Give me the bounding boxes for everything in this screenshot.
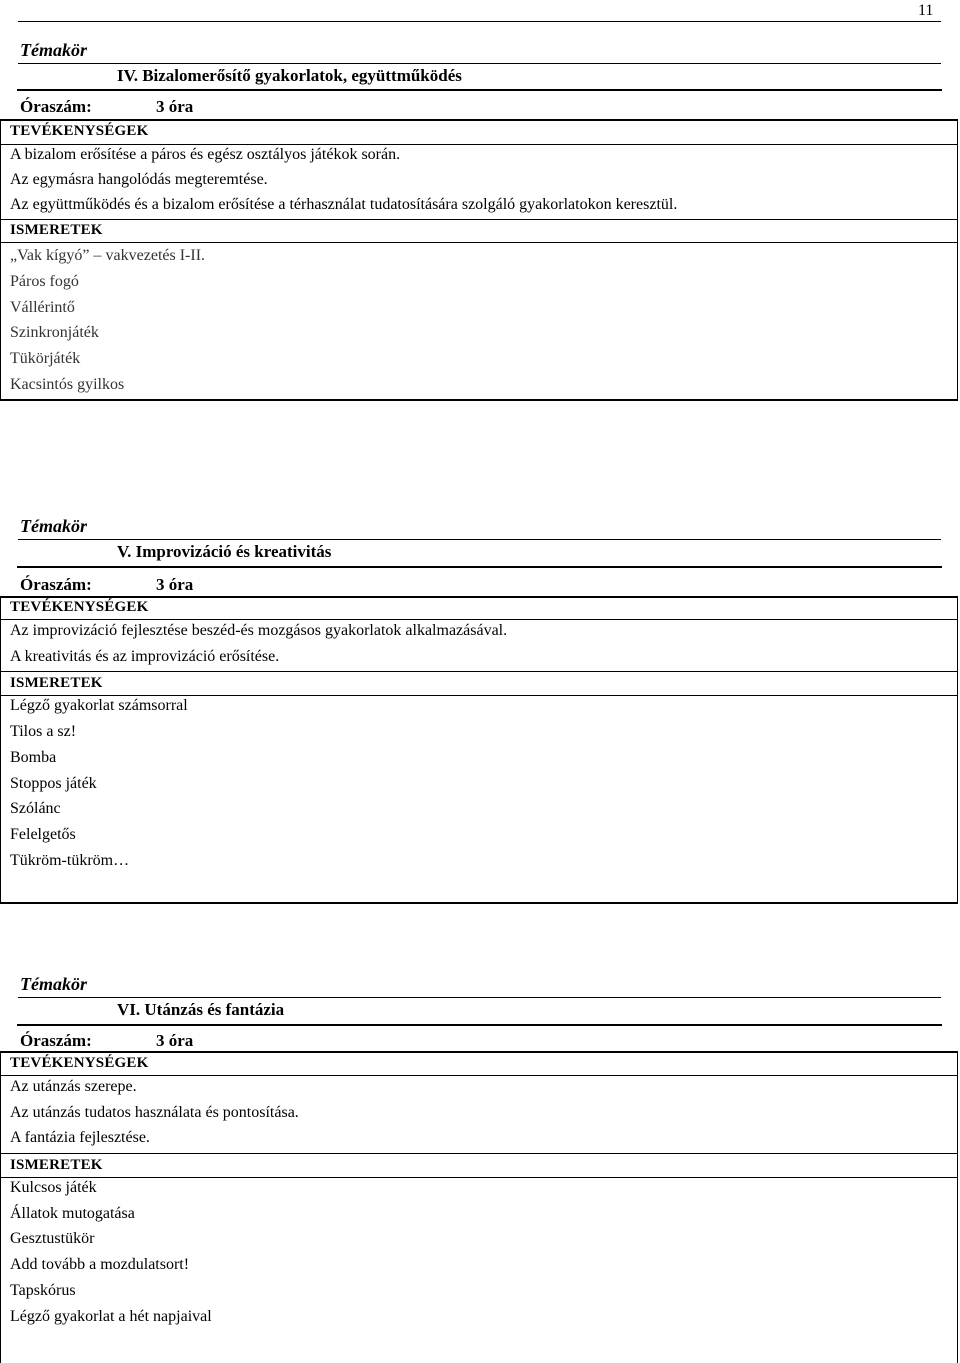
title-underline [17, 1024, 942, 1026]
activities-heading: TEVÉKENYSÉGEK [10, 1055, 149, 1071]
title-rule [18, 539, 941, 540]
knowledge-item: Páros fogó [10, 273, 79, 290]
knowledge-item: Kulcsos játék [10, 1179, 97, 1196]
hours-value: 3 óra [156, 1031, 194, 1050]
row-divider [1, 219, 957, 220]
activity-item: Az utánzás tudatos használata és pontosítása. [10, 1104, 299, 1121]
knowledge-item: Kacsintós gyilkos [10, 376, 125, 393]
header-rule [18, 21, 941, 22]
topic-label: Témakör [20, 40, 87, 60]
knowledge-item: Szólánc [10, 800, 61, 817]
activity-item: A kreativitás és az improvizáció erősítése. [10, 648, 280, 665]
hours-label: Óraszám: [20, 1031, 92, 1050]
hours-label: Óraszám: [20, 575, 92, 594]
activities-heading: TEVÉKENYSÉGEK [10, 123, 149, 139]
section-title: VI. Utánzás és fantázia [117, 1000, 285, 1019]
knowledge-item: Tükröm-tükröm… [10, 852, 130, 869]
activity-item: A fantázia fejlesztése. [10, 1129, 150, 1146]
section-box [0, 596, 958, 904]
page-number: 11 [918, 2, 934, 19]
knowledge-item: Felelgetős [10, 826, 76, 843]
row-divider [1, 1153, 957, 1154]
title-underline [17, 89, 942, 91]
knowledge-item: Vállérintő [10, 299, 75, 316]
knowledge-item: Tapskórus [10, 1282, 76, 1299]
hours-label: Óraszám: [20, 97, 92, 116]
knowledge-item: Szinkronjáték [10, 324, 99, 341]
knowledge-item: Add tovább a mozdulatsort! [10, 1256, 190, 1273]
knowledge-item: Tükörjáték [10, 350, 81, 367]
knowledge-item: Stoppos játék [10, 775, 97, 792]
knowledge-heading: ISMERETEK [10, 1157, 103, 1173]
knowledge-item: Légző gyakorlat a hét napjaival [10, 1308, 212, 1325]
title-underline [17, 566, 942, 568]
section-title: V. Improvizáció és kreativitás [117, 542, 332, 561]
knowledge-heading: ISMERETEK [10, 222, 103, 238]
activities-heading: TEVÉKENYSÉGEK [10, 599, 149, 615]
title-rule [18, 63, 941, 64]
row-divider [1, 671, 957, 672]
row-divider [1, 242, 957, 243]
row-divider [1, 144, 957, 145]
knowledge-item: Gesztustükör [10, 1230, 95, 1247]
row-divider [1, 1177, 957, 1178]
activity-item: A bizalom erősítése a páros és egész osztályos játékok során. [10, 146, 401, 163]
knowledge-item: Tilos a sz! [10, 723, 77, 740]
activity-item: Az egymásra hangolódás megteremtése. [10, 171, 268, 188]
activity-item: Az improvizáció fejlesztése beszéd-és mozgásos gyakorlatok alkalmazásával. [10, 622, 508, 639]
knowledge-item: Légző gyakorlat számsorral [10, 697, 188, 714]
title-rule [18, 997, 941, 998]
knowledge-item: Állatok mutogatása [10, 1205, 135, 1222]
row-divider [1, 1075, 957, 1076]
knowledge-item: „Vak kígyó” – vakvezetés I-II. [10, 247, 206, 264]
row-divider [1, 695, 957, 696]
topic-label: Témakör [20, 516, 87, 536]
hours-value: 3 óra [156, 97, 194, 116]
topic-label: Témakör [20, 974, 87, 994]
section-title: IV. Bizalomerősítő gyakorlatok, együttműködés [117, 66, 462, 85]
row-divider [1, 619, 957, 620]
knowledge-heading: ISMERETEK [10, 675, 103, 691]
activity-item: Az együttműködés és a bizalom erősítése a térhasználat tudatosítására szolgáló gyakorlatokon keresztül. [10, 196, 678, 213]
hours-value: 3 óra [156, 575, 194, 594]
knowledge-item: Bomba [10, 749, 57, 766]
activity-item: Az utánzás szerepe. [10, 1078, 137, 1095]
